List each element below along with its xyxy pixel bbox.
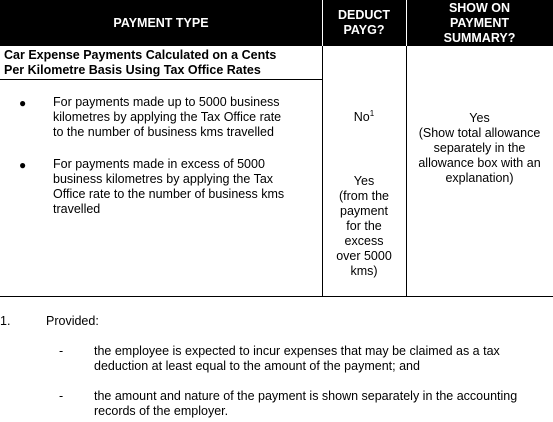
deduct-line: over 5000: [336, 249, 392, 263]
payment-item-line: travelled: [53, 202, 101, 216]
footnote-condition-line: the employee is expected to incur expenses that may be claimed as a tax: [94, 344, 500, 358]
footnote-condition-line: the amount and nature of the payment is shown separately in the accounting: [94, 389, 518, 403]
deduct-line: payment: [340, 204, 388, 218]
section-title-line: Per Kilometre Basis Using Tax Office Rates: [4, 63, 261, 77]
deduct-line: Yes: [353, 174, 375, 188]
show-line: allowance box with an: [418, 156, 541, 170]
payment-item-line: to the number of business kms travelled: [53, 125, 274, 139]
show-line: explanation): [445, 171, 514, 185]
section-title-line: Car Expense Payments Calculated on a Cents: [4, 48, 277, 62]
footnote-condition-line: records of the employer.: [94, 404, 229, 418]
payment-item-line: business kilometres by applying the Tax: [53, 172, 274, 186]
section-title: [4, 48, 320, 78]
footnote-ref: 1: [369, 108, 375, 118]
header-show-line: SHOW ON: [448, 1, 511, 15]
show-summary-cell: [406, 111, 553, 186]
show-line: Yes: [469, 111, 490, 125]
payment-item: [53, 157, 315, 217]
deduct-line: for the: [346, 219, 382, 233]
header-deduct-line: DEDUCT: [337, 8, 391, 22]
deduct-cell: [322, 174, 406, 279]
footnote-condition-line: deduction at least equal to the amount of the payment; and: [94, 359, 420, 373]
header-deduct-payg: [322, 8, 406, 38]
deduct-line: (from the: [338, 189, 389, 203]
header-payment-type: PAYMENT TYPE: [113, 16, 209, 30]
deduct-value: No: [353, 110, 370, 124]
payment-item-line: For payments made up to 5000 business: [53, 95, 280, 109]
footnote-number: 1.: [0, 314, 11, 328]
footnote-condition: [94, 344, 552, 374]
footnote-lead: Provided:: [46, 314, 99, 328]
show-line: (Show total allowance: [418, 126, 541, 140]
table-header-row: [0, 0, 553, 46]
dash-bullet: -: [59, 344, 64, 358]
payment-item-line: Office rate to the number of business kms: [53, 187, 285, 201]
header-show-on-payment-summary: [406, 1, 553, 46]
deduct-line: kms): [350, 264, 378, 278]
payment-item-line: For payments made in excess of 5000: [53, 157, 265, 171]
bullet-icon: ●: [19, 96, 27, 110]
payment-item: [53, 95, 315, 140]
deduct-line: excess: [344, 234, 384, 248]
header-show-line: SUMMARY?: [443, 31, 516, 45]
header-deduct-line: PAYG?: [343, 23, 385, 37]
show-line: separately in the: [433, 141, 526, 155]
footnote-condition: [94, 389, 552, 419]
bullet-icon: ●: [19, 158, 27, 172]
header-show-line: PAYMENT: [449, 16, 510, 30]
payment-item-line: kilometres by applying the Tax Office rate: [53, 110, 282, 124]
section-divider: [0, 79, 322, 80]
dash-bullet: -: [59, 389, 64, 403]
deduct-cell: [322, 110, 406, 125]
